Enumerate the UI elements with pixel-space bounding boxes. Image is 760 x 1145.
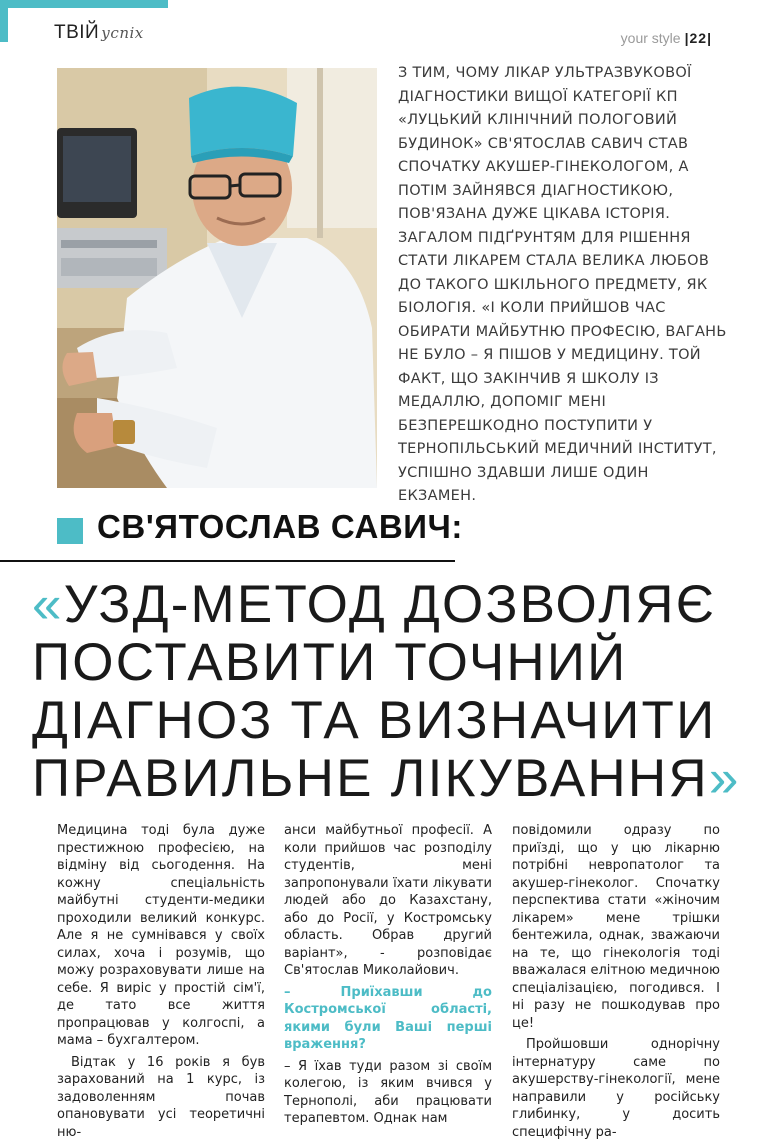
accent-top-bar [0,0,168,8]
body-paragraph: повідомили одразу по приїзді, що у цю лікарню потрібні невропатолог та акушер-гінеколог. Спочатку перспектива стати «жіночим лікарем» мене трішки бентежила, однак, зважаючи на те, що гінекологія тоді вважалася елітною медичною спеціалізацією, погодився. І ні разу не пошкодував про це! [512,823,720,1031]
quote-open-mark: « [32,575,64,634]
body-paragraph: Медицина тоді була дуже престижною професією, на відміну від сьогодення. На кожну спеціальність майбутні студенти-медики проходили великий конкурс. Але я не сумнівався у своїх силах, хоча і розумів, що можу розраховувати лише на себе. Я виріс у простій сім'ї, де тато все життя пропрацював у колгоспі, а мама – бухгалтером. [57,823,265,1048]
section-title-main: ТВІЙ [54,22,100,43]
body-paragraph: Пройшовши однорічну інтернатуру саме по акушерству-гінекології, мене направили у російську глибинку, у досить специфічну ра- [512,1037,720,1140]
intro-paragraph: З ТИМ, ЧОМУ ЛІКАР УЛЬТРАЗВУКОВОЇ ДІАГНОСТИКИ ВИЩОЇ КАТЕГОРІЇ КП «ЛУЦЬКИЙ КЛІНІЧНИЙ ПОЛОГОВИЙ БУДИНОК» СВ'ЯТОСЛАВ САВИЧ СТАВ СПОЧАТКУ АКУШЕР-ГІНЕКОЛОГОМ, А ПОТІМ ЗАЙНЯВСЯ ДІАГНОСТИКОЮ, ПОВ'ЯЗАНА ДУЖЕ ЦІКАВА ІСТОРІЯ. [398,65,692,222]
section-title-script: успіх [101,24,144,42]
body-paragraph: анси майбутньої професії. А коли прийшов час розподілу студентів, мені запропонували їхати лікувати людей або до Казахстану, або до Росії, у Костромську область. Обрав другий варіант», - розповідає Св'ятослав Миколайович. [284,823,492,978]
section-title [54,22,144,44]
accent-square-icon [57,518,83,544]
intro-text [398,62,728,509]
body-column-3 [512,822,720,1145]
magazine-label: your style [620,30,681,46]
accent-side-bar [0,0,8,42]
title-divider [0,560,455,562]
interview-question: – Приїхавши до Костромської області, якими були Ваші перші враження? [284,984,492,1052]
body-column-1 [57,822,265,1145]
body-paragraph: – Я їхав туди разом зі своїм колегою, із яким вчився у Тернополі, аби працювати терапевтом. Однак нам [284,1058,492,1126]
doctor-photo [57,68,377,488]
quote-close-mark: » [708,749,741,808]
page-number: |22| [684,30,712,46]
intro-paragraph: ЗАГАЛОМ ПІДҐРУНТЯМ ДЛЯ РІШЕННЯ СТАТИ ЛІКАРЕМ СТАЛА ВЕЛИКА ЛЮБОВ ДО ТАКОГО ШКІЛЬНОГО ПРЕДМЕТУ, ЯК БІОЛОГІЯ. «І КОЛИ ПРИЙШОВ ЧАС ОБИРАТИ МАЙБУТНЮ ПРОФЕСІЮ, ВАГАНЬ НЕ БУЛО – Я ПІШОВ У МЕДИЦИНУ. ТОЙ ФАКТ, ЩО ЗАКІНЧИВ Я ШКОЛУ ІЗ МЕДАЛЛЮ, ДОПОМІГ МЕНІ БЕЗПЕРЕШКОДНО ПОСТУПИТИ У ТЕРНОПІЛЬСЬКИЙ МЕДИЧНИЙ ІНСТИТУТ, УСПІШНО ЗДАВШИ ЛИШЕ ОДИН ЕКЗАМЕН. [398,229,727,504]
headline-text: УЗД-МЕТОД ДОЗВОЛЯЄ ПОСТАВИТИ ТОЧНИЙ ДІАГНОЗ ТА ВИЗНАЧИТИ ПРАВИЛЬНЕ ЛІКУВАННЯ [32,575,717,808]
body-column-2 [284,822,492,1132]
interviewee-name: СВ'ЯТОСЛАВ САВИЧ: [97,508,463,545]
body-paragraph: Відтак у 16 років я був зарахований на 1 курс, із задоволенням почав опановувати усі теоретичні ню- [57,1054,265,1140]
page-info [621,30,712,46]
article-headline [32,576,742,808]
